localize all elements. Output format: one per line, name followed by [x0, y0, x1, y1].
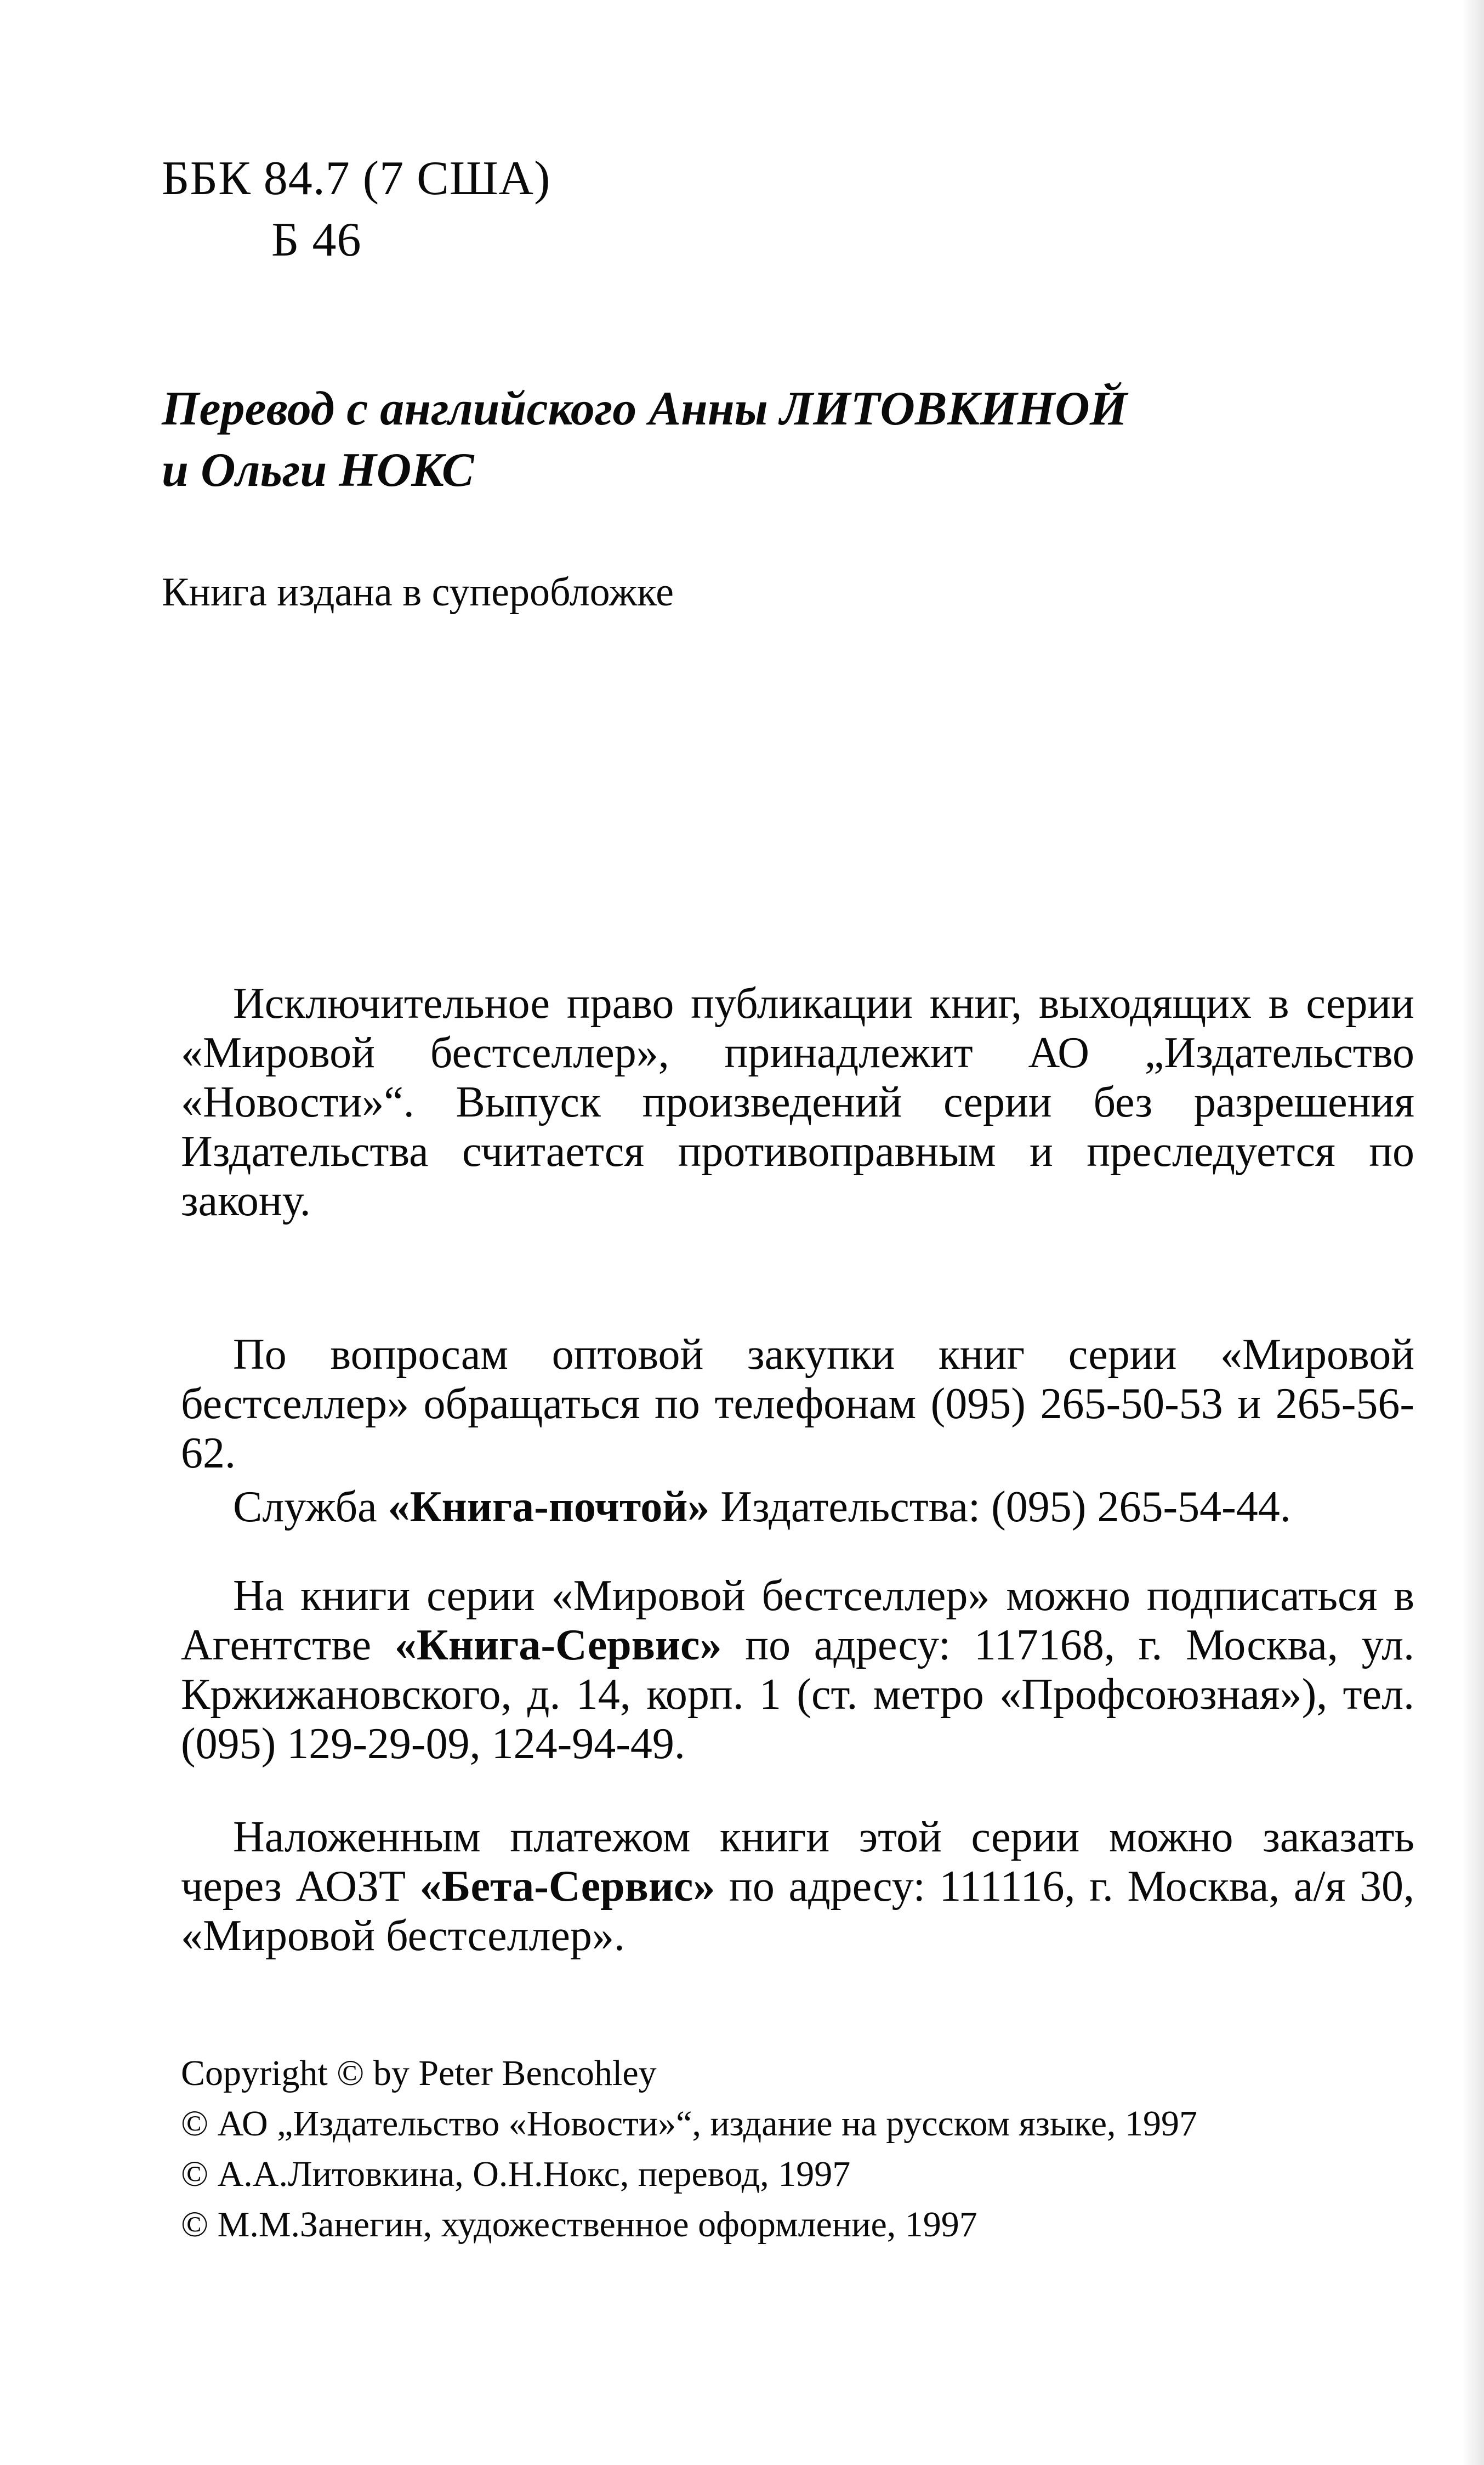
service-name: «Книга-почтой»	[388, 1483, 710, 1531]
translation-credit	[162, 378, 1127, 501]
author-mark: Б 46	[271, 213, 362, 267]
subscription-text	[181, 1571, 1414, 1769]
cod-prefix: Наложенным платежом книги этой серии можно заказать через АОЗТ	[181, 1813, 1414, 1911]
copyright-line: © М.М.Занегин, художественное оформление, 1997	[181, 2205, 977, 2245]
wholesale-info	[181, 1330, 1414, 1532]
subscription-info	[181, 1571, 1414, 1769]
page-edge-shadow	[1462, 0, 1484, 2465]
cod-company: «Бета-Сервис»	[419, 1862, 715, 1911]
wholesale-text: По вопросам оптовой закупки книг серии «Мировой бестселлер» обращаться по телефонам (095) 265-50-53 и 265-56-62.	[181, 1330, 1414, 1477]
binding-note: Книга издана в суперобложке	[162, 570, 674, 615]
cash-on-delivery-info	[181, 1812, 1414, 1960]
cod-suffix: по адресу: 111116, г. Москва, а/я 30, «Мировой бестселлер».	[181, 1862, 1415, 1960]
service-suffix: Издательства: (095) 265-54-44.	[709, 1483, 1291, 1531]
bbk-classification	[162, 148, 550, 271]
translation-line-2: и Ольги НОКС	[162, 444, 474, 497]
cod-text	[181, 1812, 1414, 1960]
subscription-prefix: На книги серии «Мировой бестселлер» можно подписаться в Агентстве	[181, 1572, 1414, 1669]
bbk-code: ББК 84.7 (7 США)	[162, 152, 551, 205]
copyright-block	[181, 2048, 1197, 2250]
service-prefix: Служба	[233, 1483, 388, 1531]
copyright-line: © АО „Издательство «Новости»“, издание на русском языке, 1997	[181, 2104, 1198, 2144]
rights-notice-text: Исключительное право публикации книг, выходящих в серии «Мировой бестселлер», принадлежит АО „Издательство «Новости»“. Выпуск произведений серии без разрешения Издательства считается противоправным и преследуется по закону.	[181, 979, 1414, 1225]
copyright-line: Copyright © by Peter Bencohley	[181, 2053, 657, 2093]
mail-order-service	[181, 1482, 1414, 1532]
copyright-line: © А.А.Литовкина, О.Н.Нокс, перевод, 1997	[181, 2154, 851, 2194]
subscription-agency: «Книга-Сервис»	[394, 1621, 722, 1669]
translation-line-1: Перевод с английского Анны ЛИТОВКИНОЙ	[162, 382, 1128, 435]
subscription-suffix: по адресу: 117168, г. Москва, ул. Кржижановского, д. 14, корп. 1 (ст. метро «Профсоюзная»), тел. (095) 129-29-09, 124-94-49.	[181, 1621, 1415, 1768]
rights-notice	[181, 979, 1414, 1226]
